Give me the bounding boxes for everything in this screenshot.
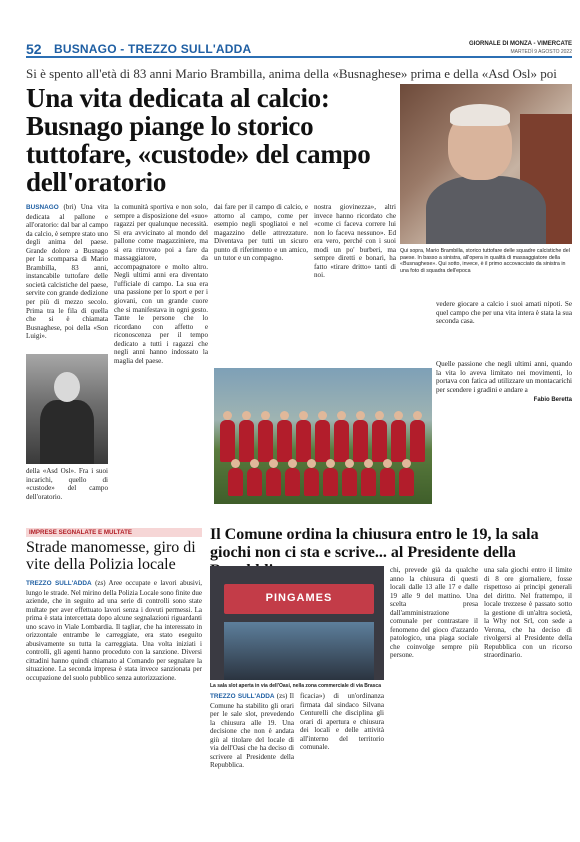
archive-photo xyxy=(26,354,108,464)
side-text: (zs) Aree occupate e lavori abusivi, lungo le strade. Nel mirino della Polizia Locale sono finite due aziende, che in seguito ad una serie di controlli sono state multate per aver effettuato lavori senza i dovuti permessi. La prima è stata intercettata dopo alcune segnalazioni riguardanti uno scavo in Viale Lombardia. Il tagliar, che ha interessato in orizzontale entrambe le carreggiate, era stato eseguito abusivamente su tutta la carreggiata. Una volta iniziati i controlli, gli agenti hanno proceduto con la sanzione. Diversi cittadini hanno quindi chiamato al Comando per segnalare la situazione. La seconda impresa è stata invece sanzionata per occupazione del suolo pubblico senza autorizzazione. xyxy=(26,579,202,682)
article-column-3: dai fare per il campo di calcio, e attorno al campo, come per esempio negli spogliatoi e nel magazzino delle attrezzature. Diventava per tutti un sicuro punto di riferimento e un amico, un tutor e un compagno. xyxy=(214,203,308,263)
right-column-4: una sala giochi entro il limite di 8 ore giornaliere, fosse rispettoso ai principi generali del diritto. Nel frattempo, il locale trezzese è passato sotto la gestione di un'altra società, la Why not Srl, con sede a Verona, che ha deciso di rivolgersi al Presidente della Repubblica con un ricorso straordinario. xyxy=(484,566,572,660)
newspaper-name: GIORNALE DI MONZA - VIMERCATE xyxy=(469,41,572,47)
article-author: Fabio Beretta xyxy=(533,397,572,404)
right-column-3: chi, prevede già da qualche anno la chiusura di questi locali dalle 13 alle 17 e dalle 19 alle 9 del mattino. Una scelta presa dall'amministrazione comunale per contrastare il fenomeno del gioco d'azzardo patologico, una piaga sociale che coinvolge sempre più persone. xyxy=(390,566,478,660)
team-photo xyxy=(214,368,432,504)
article-column-4: nostra giovinezza», altri invece hanno ricordato che «come ci faceva correre lui non lo faceva nessuno». Ed era vero, perché con i suoi modi un po' burberi, ma sempre diretti e bonari, ha fatto «tirare dritto» tanti di noi. xyxy=(314,203,396,280)
right-column-2: ficacia») di un'ordinanza firmata dal sindaco Silvana Centurelli che disciplina gli orari di apertura e chiusura dei locali e delle attività all'interno del territorio comunale. xyxy=(300,692,384,752)
side-kicker: IMPRESE SEGNALATE E MULTATE xyxy=(26,528,202,537)
article-column-2: la comunità sportiva e non solo, sempre a disposizione del «suo» ragazzi per qualunque necessità. Si era avvicinato al mondo del pallone come magazziniere, ma si era ritrovato poi a fare da massaggiatore, da accompagnatore e molto altro. Negli ultimi anni era diventato l'ufficiale di campo. La sua era una passione per lo sport e per i giovani, con un grande cuore che si manifestava in ogni gesto. Tante le persone che lo ricordano con affetto e riconoscenza per il tempo dedicato a tutti i ragazzi che negli anni hanno indossato la maglia del paese. xyxy=(114,203,208,365)
portrait-caption: Qui sopra, Mario Brambilla, storico tuttofare delle squadre calcistiche del paese. In basso a sinistra, all'opera in qualità di massaggiatore della «Busnaghese». Qui sotto, invece, è il primo accovacciato da sinistra in una foto di squadra dell'epoca xyxy=(400,248,570,274)
article-lead: BUSNAGO xyxy=(26,204,59,211)
side-lead: TREZZO SULL'ADDA xyxy=(26,580,92,587)
article-column-5: vedere giocare a calcio i suoi amati nipoti. Se quel campo che per una vita intera è stata la sua seconda casa. xyxy=(436,300,572,326)
games-sign-text: PINGAMES xyxy=(265,592,333,604)
right-column-1 xyxy=(210,692,294,809)
article-column-1 xyxy=(26,203,108,353)
section-name: BUSNAGO - TREZZO SULL'ADDA xyxy=(54,42,252,56)
portrait-photo xyxy=(400,84,572,244)
main-kicker: Si è spento all'età di 83 anni Mario Brambilla, anima della «Busnaghese» prima e della «Asd Osl» poi xyxy=(26,66,557,81)
page-number: 52 xyxy=(26,41,42,57)
article-text-1: (bri) Una vita dedicata al pallone e all'oratorio: dal bar al campo da calcio, è sempre stato uno degli anima del paese. Grande dolore a Busnago per la scomparsa di Mario Brambilla, 83 anni, instancabile tuttofare delle società calcistiche del paese, servite con grande dedizione per più di mezzo secolo. Prima tra le fila di quella che si è chiamata Busnaghese, poi della «Son Luigi». xyxy=(26,203,108,341)
team-side-text xyxy=(436,360,572,405)
side-body xyxy=(26,579,202,809)
issue-date: MARTEDÌ 9 AGOSTO 2022 xyxy=(510,49,572,55)
page-header xyxy=(26,41,572,58)
side-title: Strade manomesse, giro di vite della Polizia locale xyxy=(26,539,196,573)
right-title: Il Comune ordina la chiusura entro le 19, la sala giochi non ci sta e scrive... al Presidente della xyxy=(210,526,539,561)
games-photo xyxy=(210,566,384,680)
main-headline: Una vita dedicata al calcio: Busnago piange lo storico tuttofare, «custode» del campo dell'oratorio xyxy=(26,83,371,197)
games-caption: La sala slot aperta in via dell'Oasi, nella zona commerciale di via Brasca xyxy=(210,683,381,689)
team-side-paragraph: Quelle passione che negli ultimi anni, quando la vita lo aveva limitato nei movimenti, lo portava con fatica ad utilizzare un montacarichi per scendere i gradini e andare a xyxy=(436,360,572,394)
right-lead: TREZZO SULL'ADDA xyxy=(210,693,275,700)
right-text-1: (zs) Il Comune ha stabilito gli orari per le sale slot, prevedendo la chiusura alle 19. Una decisione che non è andata giù al titolare del locale di via dell'Oasi che ha deciso di scrivere al Presidente della Repubblica. xyxy=(210,692,294,770)
article-column-1b: della «Asd Osl». Fra i suoi incarichi, quello di «custode» del campo dell'oratorio. xyxy=(26,467,108,501)
